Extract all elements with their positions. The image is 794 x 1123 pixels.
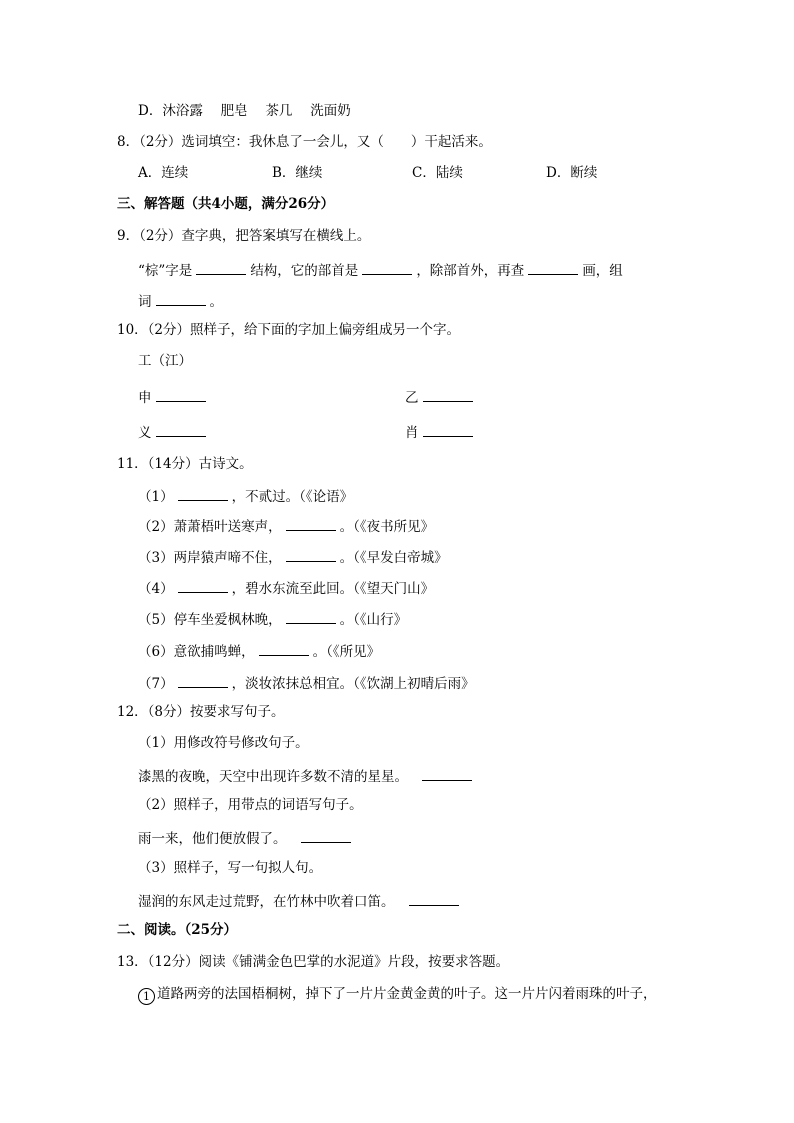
- q13-paragraph-1: 1 道路两旁的法国梧桐树，掉下了一片片金黄金黄的叶子。这一片片闪着雨珠的叶子，: [138, 988, 657, 1005]
- answer-blank[interactable]: [178, 580, 228, 593]
- q10-stem: 10．（2分）照样子，给下面的字加上偏旁组成另一个字。: [117, 322, 461, 338]
- q11-stem: 11．（14分）古诗文。: [117, 456, 253, 472]
- answer-blank[interactable]: [259, 643, 309, 656]
- answer-blank[interactable]: [422, 768, 472, 781]
- answer-blank[interactable]: [286, 518, 336, 531]
- q12-sub-3: （3）照样子，写一句拟人句。: [138, 860, 323, 876]
- q8-option-d: D．断续: [546, 165, 598, 181]
- section3-heading: 三、解答题（共4小题，满分26分）: [117, 196, 335, 212]
- q12-sentence-2: 雨一来，他们便放假了。: [138, 830, 355, 847]
- section2-heading: 二、阅读。（25分）: [117, 922, 238, 938]
- answer-blank[interactable]: [196, 262, 246, 275]
- q12-sub-1: （1）用修改符号修改句子。: [138, 735, 309, 751]
- paragraph-number-1: 1: [138, 988, 155, 1005]
- q8-option-b: B．继续: [272, 165, 323, 181]
- q8-option-c: C．陆续: [412, 165, 463, 181]
- q11-line-6: （6）意欲捕鸣蝉， 。（《所见》: [138, 644, 381, 660]
- answer-blank[interactable]: [362, 262, 412, 275]
- q12-stem: 12．（8分）按要求写句子。: [117, 704, 285, 720]
- q11-line-2: （2）萧萧梧叶送寒声， 。（《夜书所见》: [138, 519, 435, 535]
- q13-stem: 13．（12分）阅读《铺满金色巴掌的水泥道》片段，按要求答题。: [117, 954, 510, 970]
- answer-blank[interactable]: [156, 293, 206, 306]
- answer-blank[interactable]: [156, 389, 206, 402]
- q11-line-4: （4） ，碧水东流至此回。（《望天门山》: [138, 581, 435, 597]
- q11-line-7: （7） ，淡妆浓抹总相宜。（《饮湖上初晴后雨》: [138, 676, 475, 692]
- q10-char-2: 乙: [405, 389, 477, 406]
- answer-blank[interactable]: [409, 893, 459, 906]
- answer-blank[interactable]: [423, 389, 473, 402]
- q10-example: 工（江）: [138, 353, 192, 369]
- answer-blank[interactable]: [178, 488, 228, 501]
- answer-blank[interactable]: [286, 549, 336, 562]
- answer-blank[interactable]: [423, 424, 473, 437]
- q9-line1: “棕”字是 结构，它的部首是 ，除部首外，再查 画，组: [138, 263, 623, 279]
- q11-line-1: （1） ，不贰过。（《论语》: [138, 489, 354, 505]
- q10-char-4: 肖: [405, 424, 477, 441]
- q11-line-5: （5）停车坐爱枫林晚， 。（《山行》: [138, 612, 408, 628]
- answer-blank[interactable]: [301, 830, 351, 843]
- q11-line-3: （3）两岸猿声啼不住， 。（《早发白帝城》: [138, 550, 448, 566]
- answer-blank[interactable]: [528, 262, 578, 275]
- q9-line2: 词 。: [138, 294, 223, 310]
- q12-sub-2: （2）照样子，用带点的词语写句子。: [138, 797, 363, 813]
- q10-char-3: 义: [138, 424, 210, 441]
- q8-option-a: A．连续: [138, 165, 189, 181]
- q8-stem: 8．（2分）选词填空：我休息了一会儿，又（ ）干起活来。: [117, 134, 492, 150]
- answer-blank[interactable]: [156, 424, 206, 437]
- q12-sentence-3: 湿润的东风走过荒野，在竹林中吹着口笛。: [138, 893, 463, 910]
- q7-option-d: D．沐浴露 肥皂 茶几 洗面奶: [138, 103, 351, 119]
- answer-blank[interactable]: [286, 611, 336, 624]
- q9-stem: 9．（2分）查字典，把答案填写在横线上。: [117, 228, 371, 244]
- answer-blank[interactable]: [178, 675, 228, 688]
- q10-char-1: 申: [138, 389, 210, 406]
- q12-sentence-1: 漆黑的夜晚，天空中出现许多数不清的星星。: [138, 768, 476, 785]
